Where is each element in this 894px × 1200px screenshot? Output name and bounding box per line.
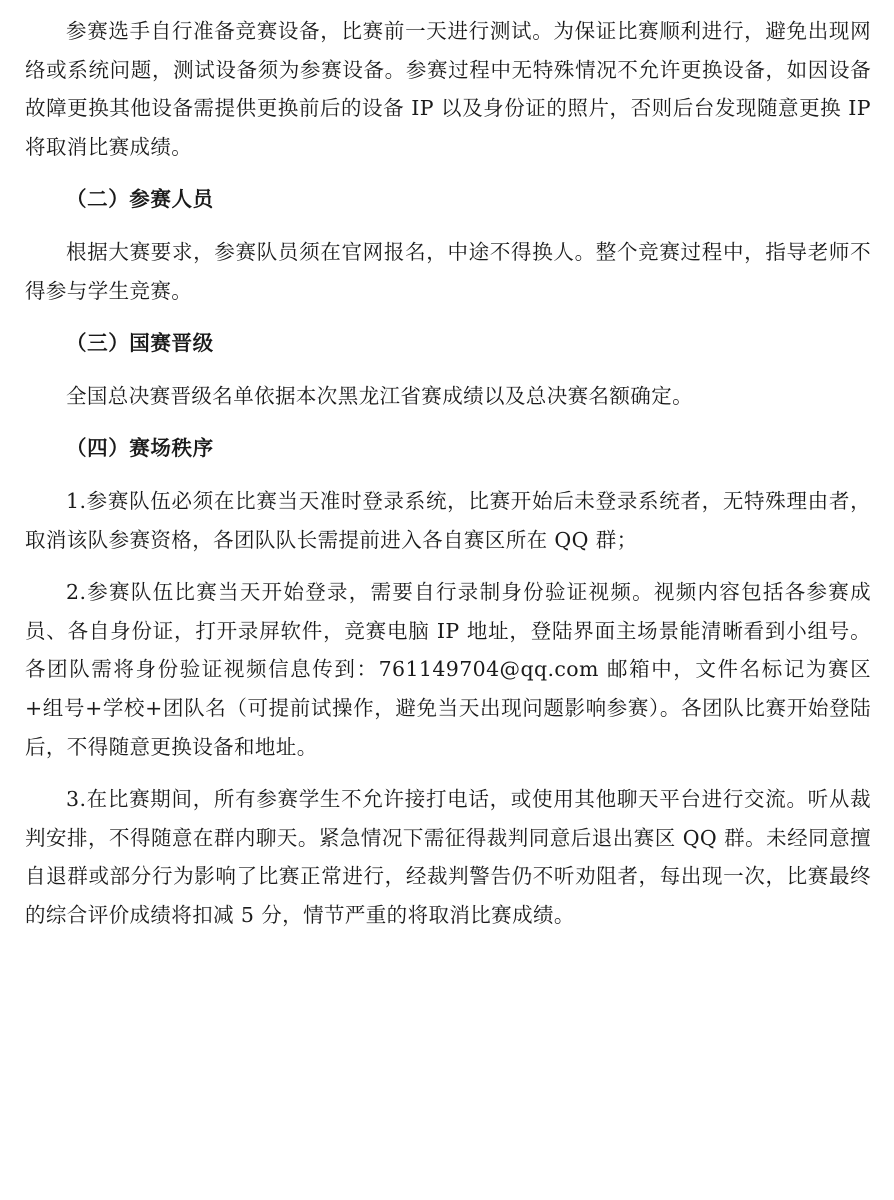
paragraph-rule-1: 1.参赛队伍必须在比赛当天准时登录系统，比赛开始后未登录系统者，无特殊理由者，取消该队参赛资格，各团队队长需提前进入各自赛区所在 QQ 群； xyxy=(25,488,871,552)
paragraph-participants: 根据大赛要求，参赛队员须在官网报名，中途不得换人。整个竞赛过程中，指导老师不得参与学生竞赛。 xyxy=(25,239,871,303)
paragraph-rule-3: 3.在比赛期间，所有参赛学生不允许接打电话，或使用其他聊天平台进行交流。听从裁判安排，不得随意在群内聊天。紧急情况下需征得裁判同意后退出赛区 QQ 群。未经同意擅自退群或部分行为影响了比赛正常进行，经裁判警告仍不听劝阻者，每出现一次，比赛最终的综合评价成绩将扣减 5 分，情节严重的将取消比赛成绩。 xyxy=(25,787,871,927)
section-heading-venue-order: （四）赛场秩序 xyxy=(66,436,214,461)
section-heading-national-promotion: （三）国赛晋级 xyxy=(66,331,214,356)
document-page xyxy=(25,12,871,934)
paragraph-equipment: 参赛选手自行准备竞赛设备，比赛前一天进行测试。为保证比赛顺利进行，避免出现网络或系统问题，测试设备须为参赛设备。参赛过程中无特殊情况不允许更换设备，如因设备故障更换其他设备需提供更换前后的设备 IP 以及身份证的照片，否则后台发现随意更换 IP 将取消比赛成绩。 xyxy=(25,19,871,159)
section-heading-participants: （二）参赛人员 xyxy=(66,187,214,212)
paragraph-national-promotion: 全国总决赛晋级名单依据本次黑龙江省赛成绩以及总决赛名额确定。 xyxy=(66,383,693,408)
paragraph-rule-2: 2.参赛队伍比赛当天开始登录，需要自行录制身份验证视频。视频内容包括各参赛成员、各自身份证，打开录屏软件，竞赛电脑 IP 地址，登陆界面主场景能清晰看到小组号。各团队需将身份验证视频信息传到：761149704@qq.com 邮箱中，文件名标记为赛区+组号+学校+团队名（可提前试操作，避免当天出现问题影响参赛）。各团队比赛开始登陆后，不得随意更换设备和地址。 xyxy=(25,580,871,759)
